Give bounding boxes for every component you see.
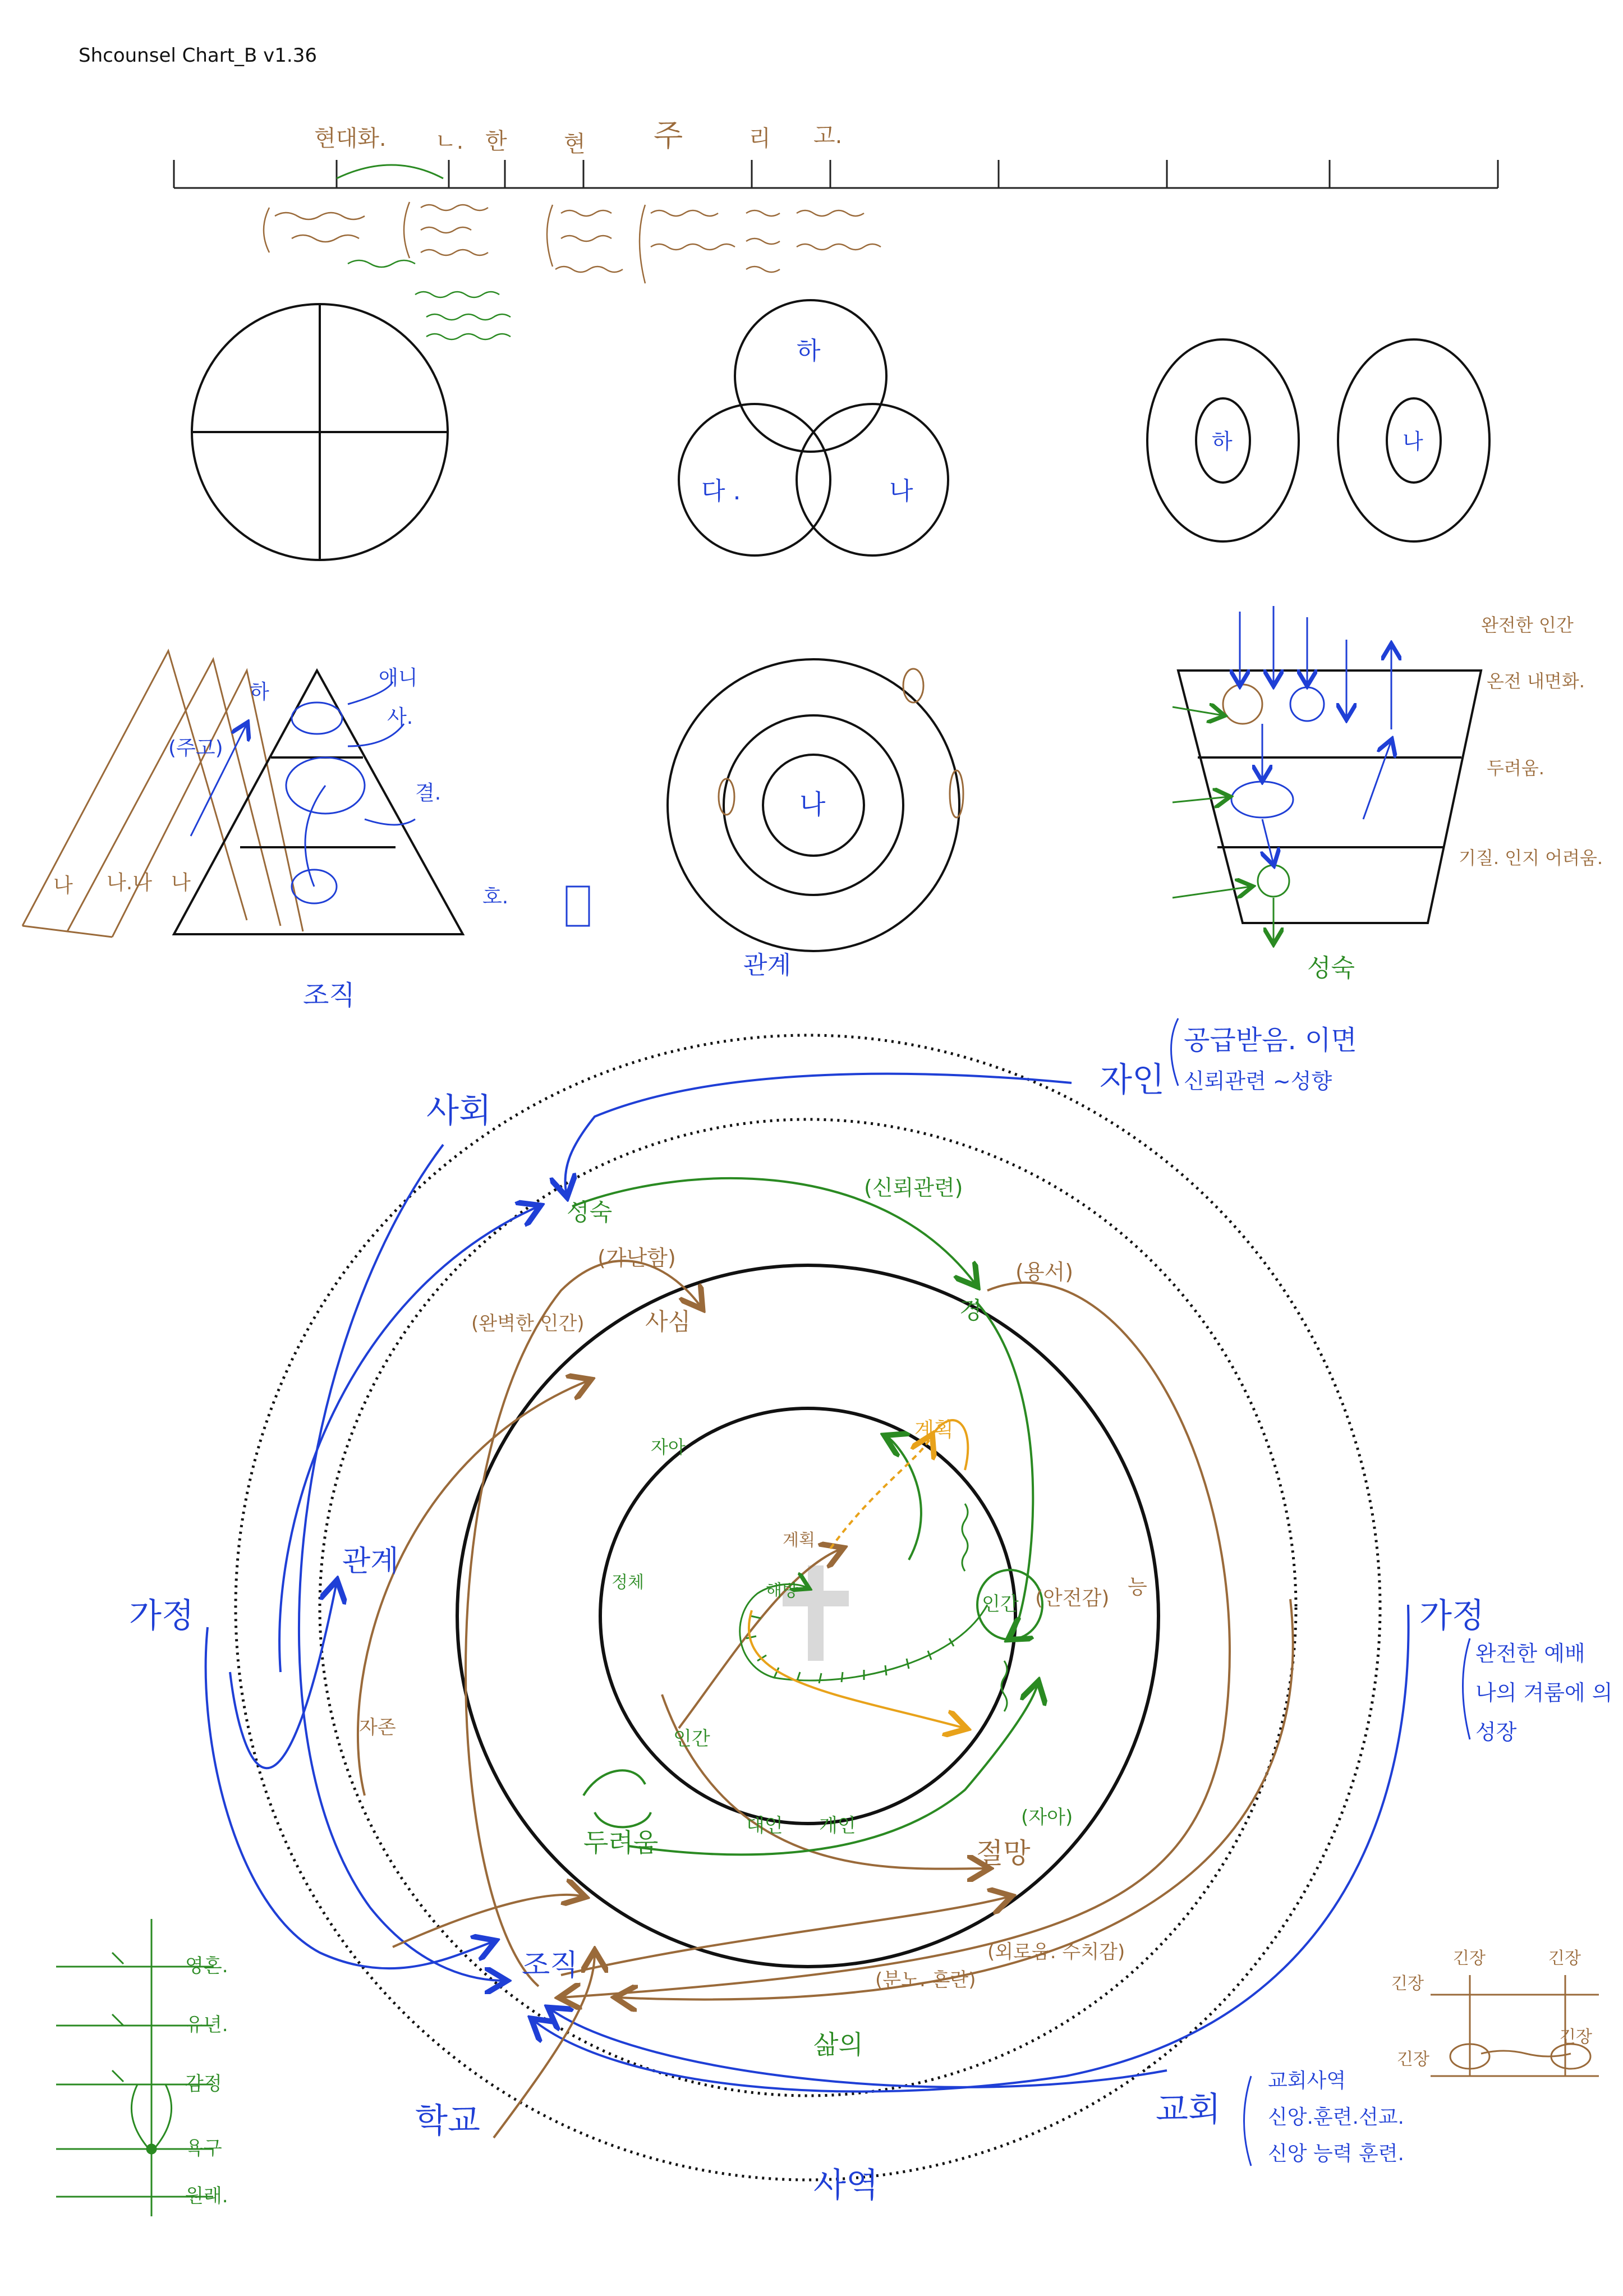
ellipse-pair [1147,339,1489,541]
note-bottom-right: 신앙.훈련.선교. [1268,2106,1404,2129]
rings-center-label: 나 [799,789,826,820]
timeline-arc [337,165,443,178]
timeline-label: 주 [654,118,683,153]
funnel-right-label: 두려움. [1487,757,1544,779]
note-right: 완전한 예배 [1475,1641,1585,1666]
pyramid-caption: 조직 [303,980,355,1011]
node-despair: 절망 [976,1837,1031,1870]
tree-label: 감정 [185,2073,222,2095]
note-bottom-right: 교회사역 [1268,2069,1346,2092]
scale-label: 긴장 [1548,1949,1581,1968]
rings-caption: 관계 [743,951,792,980]
green-hatched-arc [740,1504,1007,1711]
funnel-caption: 성숙 [1307,954,1355,982]
node-human-1: 인간 [673,1728,710,1750]
pyramid-note: 사. [387,706,413,729]
ellipse-label-right: 나 [1403,429,1423,454]
node-core-top: 계획 [783,1531,815,1550]
node-life: 삶의 [813,2029,863,2060]
pyramid-top-label: 하 [250,681,269,704]
pyramid-note: 호. [482,885,509,908]
timeline-label: 한 [485,128,507,154]
note-right: 나의 겨룸에 의 [1475,1680,1613,1705]
venn-label-top: 하 [797,337,821,365]
tree-label: 영혼. [185,1955,228,1977]
label-home-left: 가정 [129,1596,194,1636]
quartered-circle [192,304,448,560]
tree-label: 유년. [185,2014,228,2036]
node-human-2: 인간 [982,1593,1019,1615]
node-self-bottom: (자아) [1021,1806,1073,1829]
node-fear: 두려움 [583,1827,659,1858]
node-personal: 개인 [819,1815,856,1837]
node-gyeong: 경 [959,1297,982,1324]
pyramid-note: (주고) [168,737,223,760]
note-bottom-right: 신앙 능력 훈련. [1268,2142,1404,2165]
node-relationship: 관계 [342,1545,399,1578]
timeline-label: 현 [564,131,586,157]
ellipse-label-left: 하 [1212,429,1233,454]
scale-figure [1431,1975,1599,2076]
node-sasim: 사심 [645,1308,691,1335]
node-core-left: 자아 [651,1436,686,1458]
venn-label-right: 나 [889,477,913,506]
label-school: 학교 [415,2101,480,2141]
node-core-right: 정체 [612,1573,644,1592]
page-title: Shcounsel Chart_B v1.36 [79,44,317,67]
label-self: 자인 [1100,1060,1165,1100]
node-paren-green: (신뢰관련) [864,1175,963,1200]
label-church: 교회 [1156,2090,1221,2129]
node-ability: 능 [1128,1576,1147,1599]
node-interpersonal: 대인 [746,1815,783,1837]
node-right: (안전감) [1035,1587,1110,1610]
scale-label: 긴장 [1453,1949,1486,1968]
tree-label: 원래. [185,2185,228,2207]
timeline [174,160,1498,188]
blue-arrows [206,1074,1409,2092]
note-right-top: 공급받음. 이면 [1184,1025,1357,1056]
node-orange-top: 계획 [914,1418,954,1441]
node-bottom-1: (분노. 혼란) [875,1969,976,1991]
label-home-right: 가정 [1419,1596,1484,1636]
tree-label: 욕구 [185,2137,222,2160]
note-right-top: 신뢰관련 ~성향 [1184,1069,1332,1094]
brown-arrows [358,1261,1293,2138]
orange-arrows [749,1420,968,1728]
rings-brown-marks [719,669,963,818]
timeline-notes [264,202,881,339]
node-paren-right: (용서) [1015,1260,1074,1284]
funnel-right-label: 완전한 인간 [1481,614,1574,636]
pyramid-brown-label: 나.나 [107,871,152,894]
note-right: 성장 [1475,1720,1517,1744]
funnel-right-label: 기질. 인지 어려움. [1459,847,1603,869]
node-maturity: 성숙 [567,1198,613,1226]
pyramid-note: 애니 [379,667,418,690]
node-paren-top: (가난함) [597,1246,676,1270]
green-arrows [572,1178,1042,1854]
node-paren-left: (완벽한 인간) [471,1312,585,1335]
timeline-label: 고. [813,123,843,149]
scale-label: 긴장 [1397,2050,1429,2069]
cross-icon [783,1565,849,1661]
note-bracket [1171,1018,1470,2166]
label-ministry: 사역 [813,2166,879,2205]
scale-label: 긴장 [1560,2027,1592,2047]
pyramid-brown-label: 나 [53,874,73,897]
scale-label: 긴장 [1391,1974,1424,1994]
timeline-label: ㄴ. [435,128,464,154]
timeline-label: 현대화. [314,126,387,151]
pyramid-brown-label: 나 [171,871,191,894]
node-left-inner: 자존 [359,1716,396,1739]
timeline-label: 리 [749,126,771,151]
venn-label-left: 다 . [701,477,741,506]
pyramid-note: 결. [415,782,442,805]
label-society: 사회 [426,1091,491,1131]
node-core-inner: 해방 [766,1581,798,1601]
node-organization: 조직 [522,1949,578,1982]
funnel-right-label: 온전 내면화. [1487,671,1585,692]
node-bottom-2: (외로움. 수치감) [987,1941,1125,1963]
